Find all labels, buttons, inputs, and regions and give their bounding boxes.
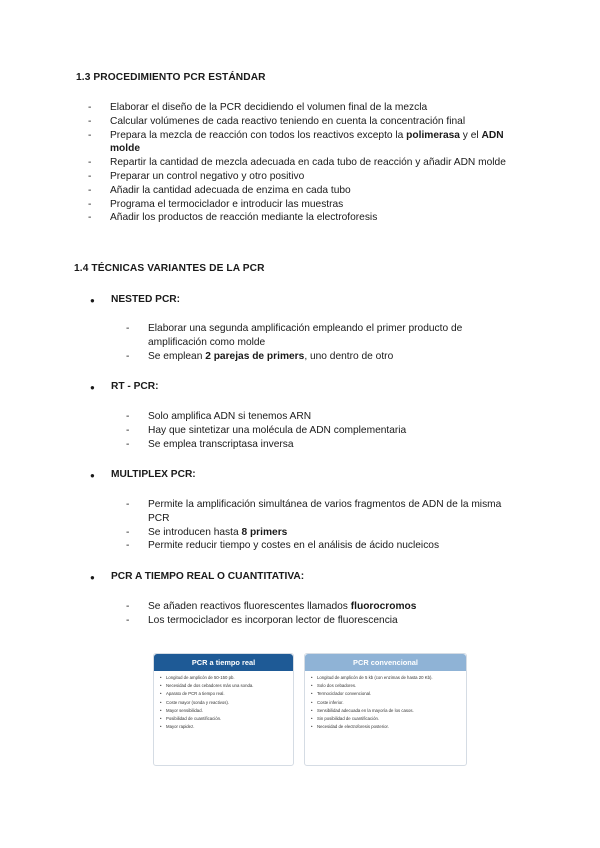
table-list (154, 671, 293, 730)
nested-pcr-heading: ● NESTED PCR: (90, 294, 180, 305)
bold-text: 2 parejas de primers (205, 350, 305, 362)
list-item: - Elaborar una segunda amplificación empleando el primer producto de amplificación como molde (126, 322, 506, 350)
table-item: • Coste inferior. (311, 700, 462, 706)
list-item: - Elaborar el diseño de la PCR decidiendo el volumen final de la mezcla (88, 101, 528, 115)
nested-pcr-list (126, 322, 506, 363)
text: Se añaden reactivos fluorescentes llamados (148, 601, 351, 612)
list-item: - Los termociclador es incorporan lector de fluorescencia (126, 614, 506, 628)
list-item (126, 600, 506, 614)
rt-pcr-heading: ● RT - PCR: (90, 381, 159, 392)
realtime-pcr-table (153, 653, 294, 766)
bold-text: fluorocromos (350, 601, 417, 612)
list-item: - Hay que sintetizar una molécula de ADN complementaria (126, 424, 506, 438)
text: , uno dentro de otro (304, 350, 394, 362)
table-item: • Longitud de amplicón de 50-150 pb. (160, 675, 289, 681)
list-item: - Repartir la cantidad de mezcla adecuada en cada tubo de reacción y añadir ADN molde (88, 156, 528, 170)
multiplex-pcr-list (126, 498, 506, 553)
section-title-tecnicas: 1.4 TÉCNICAS VARIANTES DE LA PCR (74, 263, 265, 274)
multiplex-pcr-heading: ● MULTIPLEX PCR: (90, 469, 196, 480)
rt-pcr-list (126, 410, 506, 451)
list-item: - Preparar un control negativo y otro positivo (88, 170, 528, 184)
table-item: • Solo dos cebadores. (311, 683, 462, 689)
table-item: • Sensibilidad adecuada en la mayoría de los casos. (311, 708, 462, 714)
list-item: - Solo amplifica ADN si tenemos ARN (126, 410, 506, 424)
list-item: - Permite reducir tiempo y costes en el análisis de ácido nucleicos (126, 539, 506, 553)
table-item: • Sin posibilidad de cuantificación. (311, 716, 462, 722)
bold-text: 8 primers (241, 526, 288, 538)
procedure-list (88, 101, 528, 225)
list-item: - Se emplea transcriptasa inversa (126, 438, 506, 452)
bold-text: polimerasa (406, 129, 460, 141)
table-item: • Necesidad de electroforesis posterior. (311, 724, 462, 730)
list-item: - Calcular volúmenes de cada reactivo teniendo en cuenta la concentración final (88, 115, 528, 129)
list-item: - Permite la amplificación simultánea de varios fragmentos de ADN de la misma PCR (126, 498, 506, 526)
table-list (305, 671, 466, 730)
table-header: PCR convencional (305, 654, 466, 671)
text: y el (459, 129, 482, 141)
table-item: • Coste mayor (sonda y reactivos). (160, 700, 289, 706)
conventional-pcr-table (304, 653, 467, 766)
list-item (88, 129, 528, 157)
table-item: • Termociclador convencional. (311, 691, 462, 697)
table-item: • Mayor sensibilidad. (160, 708, 289, 714)
table-item: • Longitud de amplicón de 5 kb (con enzimas de hasta 20 Kb). (311, 675, 462, 681)
realtime-pcr-list (126, 600, 506, 628)
text: Se emplean (148, 350, 206, 362)
list-item (126, 350, 506, 364)
table-item: • Posibilidad de cuantificación. (160, 716, 289, 722)
table-item: • Aparato de PCR a tiempo real. (160, 691, 289, 697)
list-item (126, 526, 506, 540)
table-header: PCR a tiempo real (154, 654, 293, 671)
realtime-pcr-heading: ● PCR A TIEMPO REAL O CUANTITATIVA: (90, 571, 304, 582)
section-title-procedimiento: 1.3 PROCEDIMIENTO PCR ESTÁNDAR (76, 72, 266, 83)
list-item: - Añadir la cantidad adecuada de enzima en cada tubo (88, 184, 528, 198)
list-item: - Añadir los productos de reacción mediante la electroforesis (88, 211, 528, 225)
bold-text: ADN molde (110, 129, 504, 155)
text: Prepara la mezcla de reacción con todos los reactivos excepto la (110, 129, 407, 141)
table-item: • Necesidad de dos cebadores más una sonda. (160, 683, 289, 689)
comparison-figure (153, 653, 467, 765)
list-item: - Programa el termociclador e introducir las muestras (88, 198, 528, 212)
text: Se introducen hasta (148, 526, 242, 538)
table-item: • Mayor rapidez. (160, 724, 289, 730)
